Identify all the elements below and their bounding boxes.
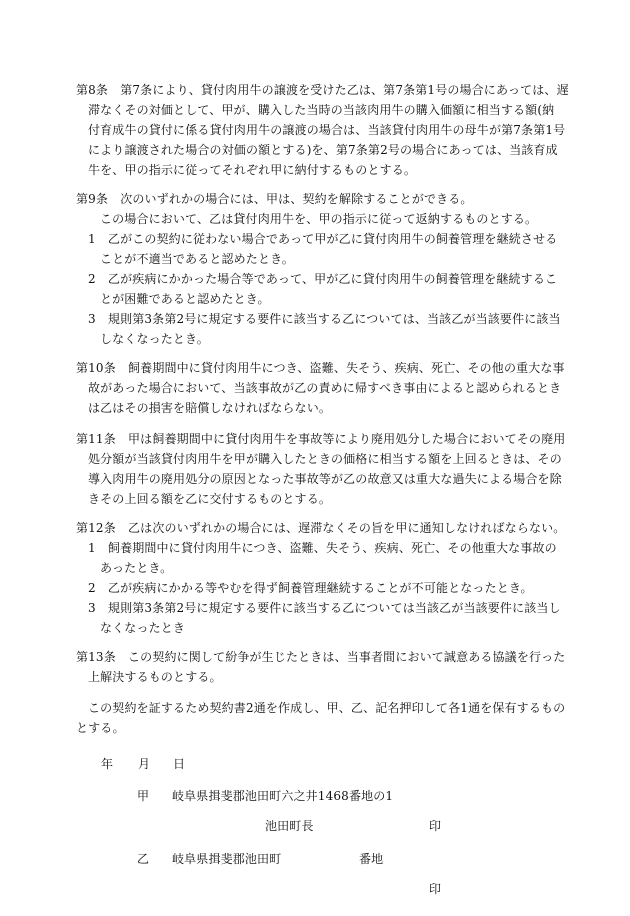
article-8-line-5: 牛を、甲の指示に従ってそれぞれ甲に納付するものとする。 — [88, 163, 417, 177]
party-b-banchi: 番地 — [359, 852, 384, 866]
article-9-item-1-line-2: ことが不適当であると認めたとき。 — [100, 252, 294, 266]
article-9-item-2-line-2: とが困難であると認めたとき。 — [100, 292, 270, 306]
article-10-line-2: 故があった場合において、当該事故が乙の責めに帰すべき事由によると認められるとき — [88, 381, 562, 395]
article-11-line-1: 第11条 甲は飼養期間中に貸付肉用牛を事故等により廃用処分した場合においてその廃用 — [76, 432, 566, 446]
article-8-line-3: 付育成牛の貸付に係る貸付肉用牛の譲渡の場合は、当該貸付肉用牛の母牛が第7条第1号 — [88, 123, 566, 137]
article-9-item-3-line-1: 3 規則第3条第2号に規定する要件に該当する乙については、当該乙が当該要件に該当 — [88, 312, 561, 326]
article-9-item-1-line-1: 1 乙がこの契約に従わない場合であって甲が乙に貸付肉用牛の飼養管理を継続させる — [88, 232, 558, 246]
party-b-seal: 印 — [429, 882, 442, 896]
article-12-item-3-line-1: 3 規則第3条第2号に規定する要件に該当する乙については当該乙が当該要件に該当し — [88, 601, 561, 615]
article-9-item-3-line-2: しなくなったとき。 — [100, 332, 209, 346]
closing-line-1: この契約を証するため契約書2通を作成し、甲、乙、記名押印して各1通を保有するもの — [88, 701, 566, 715]
party-a-seal: 印 — [429, 819, 442, 833]
date-month: 月 — [138, 757, 151, 771]
article-12-item-1-line-1: 1 飼養期間中に貸付肉用牛につき、盗難、失そう、疾病、死亡、その他重大な事故の — [88, 541, 557, 555]
article-11-line-4: きその上回る額を乙に交付するものとする。 — [88, 492, 332, 506]
article-8-line-1: 第8条 第7条により、貸付肉用牛の譲渡を受けた乙は、第7条第1号の場合にあっては、遅 — [76, 83, 569, 97]
closing-line-2: とする。 — [76, 721, 125, 735]
party-a-label: 甲 — [137, 789, 150, 803]
article-11-line-2: 処分額が当該貸付肉用牛を甲が購入したときの価格に相当する額を上回るときは、その — [88, 452, 562, 466]
article-9-line-1: 第9条 次のいずれかの場合には、甲は、契約を解除することができる。 — [76, 192, 473, 206]
article-12-item-2-line-1: 2 乙が疾病にかかる等やむを得ず飼養管理継続することが不可能となったとき。 — [88, 581, 533, 595]
party-a-title: 池田町長 — [265, 819, 314, 833]
article-9-line-2: この場合において、乙は貸付肉用牛を、甲の指示に従って返納するものとする。 — [100, 212, 538, 226]
party-a-address: 岐阜県揖斐郡池田町六之井1468番地の1 — [172, 789, 394, 803]
party-b-address: 岐阜県揖斐郡池田町 — [172, 852, 282, 866]
date-year: 年 — [101, 757, 114, 771]
article-10-line-1: 第10条 飼養期間中に貸付肉用牛につき、盗難、失そう、疾病、死亡、その他の重大な事 — [76, 361, 565, 375]
article-12-item-1-line-2: あったとき。 — [100, 561, 173, 575]
article-8-line-2: 滞なくその対価として、甲が、購入した当時の当該肉用牛の購入価額に相当する額(納 — [88, 103, 555, 117]
article-9-item-2-line-1: 2 乙が疾病にかかった場合等であって、甲が乙に貸付肉用牛の飼養管理を継続するこ — [88, 272, 558, 286]
article-12-item-3-line-2: なくなったとき — [100, 621, 186, 635]
article-10-line-3: は乙はその損害を賠償しなければならない。 — [88, 401, 332, 415]
article-13-line-2: 上解決するものとする。 — [88, 670, 222, 684]
article-11-line-3: 導入肉用牛の廃用処分の原因となった事故等が乙の故意又は重大な過失による場合を除 — [88, 472, 562, 486]
date-day: 日 — [173, 757, 186, 771]
article-13-line-1: 第13条 この契約に関して紛争が生じたときは、当事者間において誠意ある協議を行った — [76, 650, 566, 664]
article-12-line-1: 第12条 乙は次のいずれかの場合には、遅滞なくその旨を甲に通知しなければならない。 — [76, 521, 566, 535]
article-8-line-4: により譲渡された場合の対価の額とする)を、第7条第2号の場合にあっては、当該育成 — [88, 143, 558, 157]
party-b-label: 乙 — [137, 852, 150, 866]
